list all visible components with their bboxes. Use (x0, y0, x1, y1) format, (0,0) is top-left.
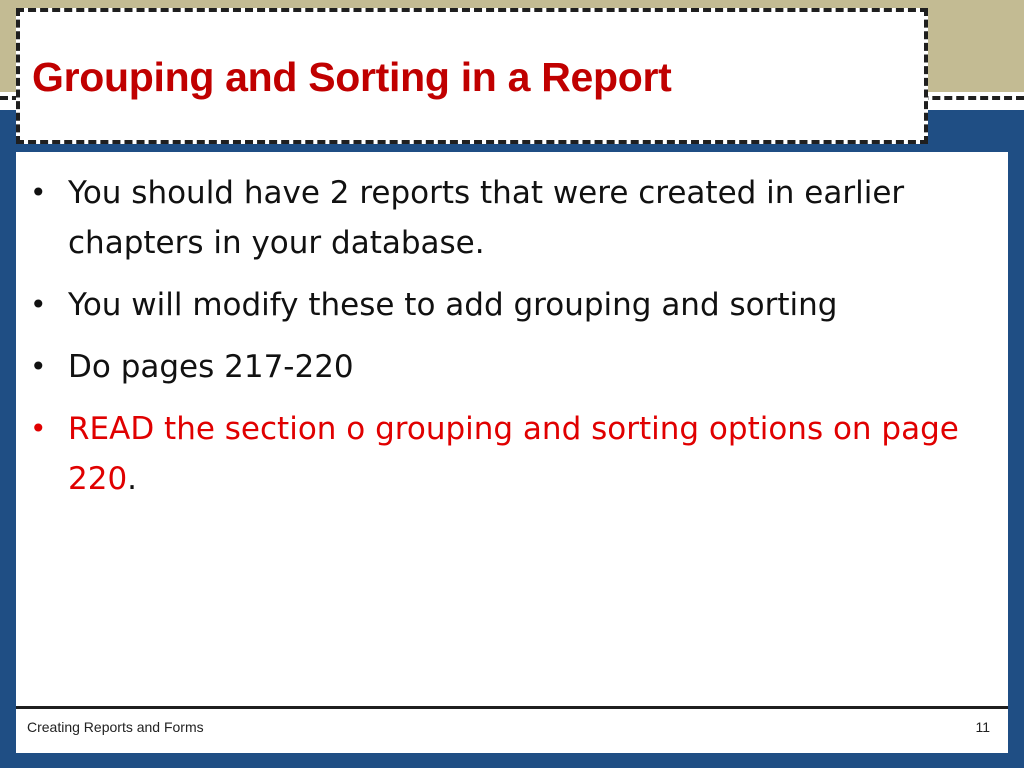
bullet-text: You should have 2 reports that were created in earlier chapters in your database. (68, 175, 905, 261)
page-number: 11 (975, 719, 990, 735)
footer (16, 706, 1008, 753)
bullet-item (26, 342, 1001, 392)
bullet-icon: • (30, 176, 47, 209)
content-panel (16, 152, 1008, 708)
bullet-list (26, 168, 1001, 516)
bullet-item (26, 280, 1001, 330)
footer-title: Creating Reports and Forms (27, 719, 204, 735)
bullet-item-emphasis (26, 404, 1001, 504)
bullet-item (26, 168, 1001, 268)
title-box (16, 8, 928, 144)
slide-title: Grouping and Sorting in a Report (32, 54, 672, 100)
bullet-icon: • (30, 288, 47, 321)
bullet-icon: • (30, 350, 47, 383)
bullet-text: READ the section o grouping and sorting options on page 220 (68, 411, 959, 497)
bullet-text: You will modify these to add grouping and sorting (68, 287, 838, 323)
bullet-suffix: . (127, 461, 138, 497)
bullet-icon: • (30, 412, 47, 445)
bullet-text: Do pages 217-220 (68, 349, 354, 385)
